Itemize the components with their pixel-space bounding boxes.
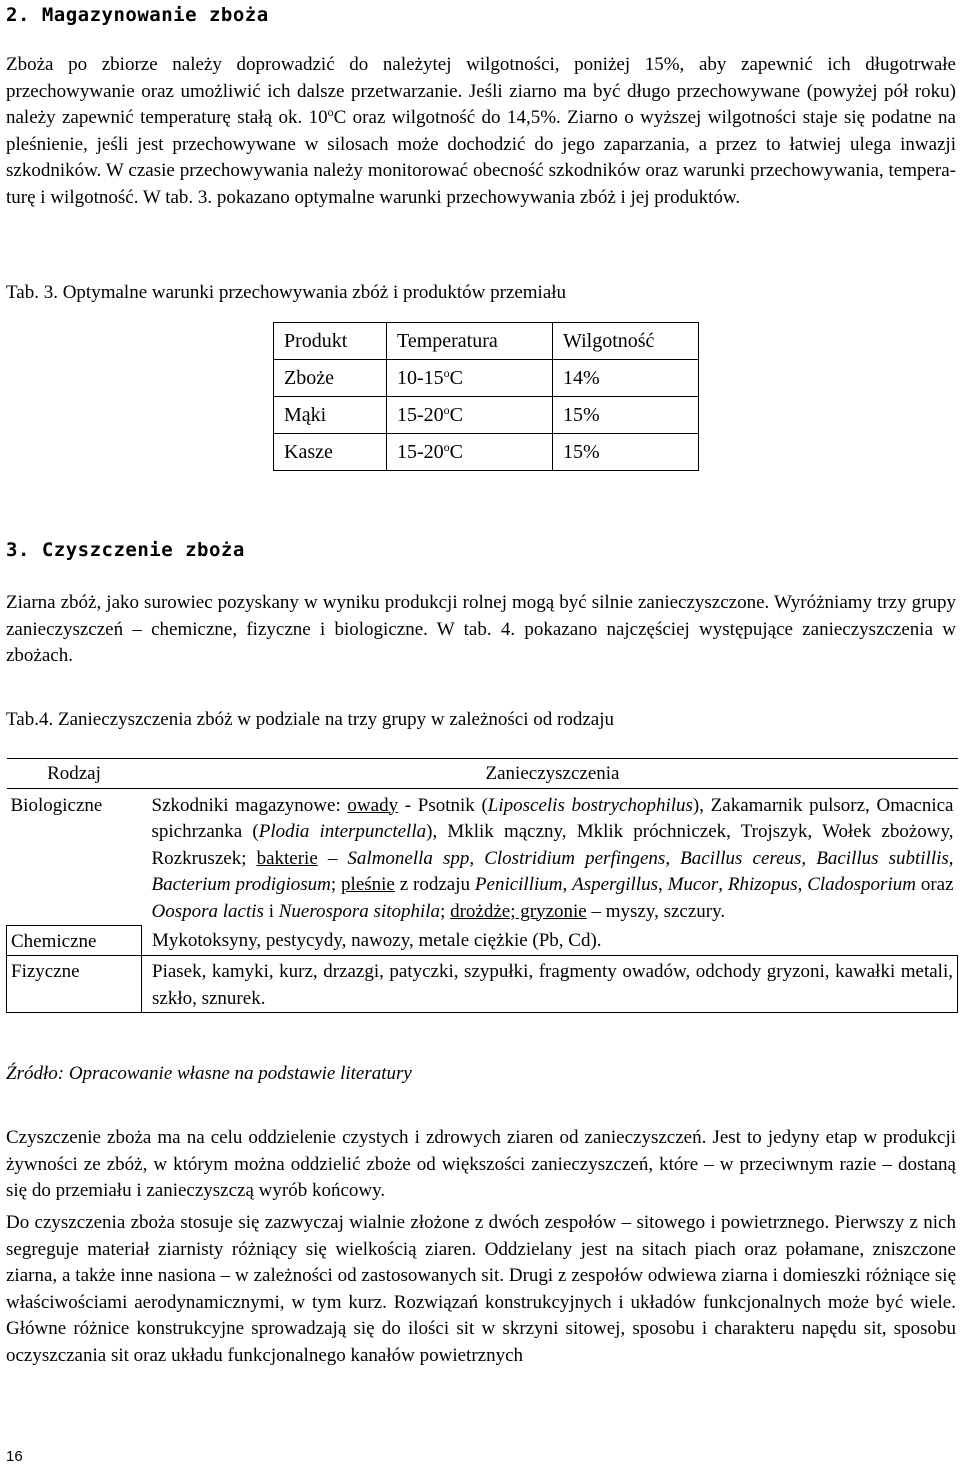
header-temperature: Temperatura [387,323,553,360]
text-fragment: , [665,847,681,869]
storage-conditions-table [273,322,699,471]
temp-unit: C [449,366,464,389]
text-fragment: Szkodniki magazynowe: [151,794,348,816]
species-name: Clostridium perfingens [484,847,666,869]
header-contaminants: Zanieczyszczenia [142,759,958,789]
text-fragment: , [948,847,954,869]
text-fragment: ), Mklik mączny, Mklik próchniczek, Trojszyk, Wołek zbożowy, Rozkruszek; [151,821,954,869]
table-row [274,360,699,397]
temp-unit: C [449,403,464,426]
species-name: Plodia interpunctella [258,821,427,842]
text-fragment: , [718,874,728,895]
species-name: Nuerospora sitophila [278,900,441,922]
physical-contaminants: Piasek, kamyki, kurz, drzazgi, patyczki, szypułki, fragmenty owadów, odchody gryzoni, kawałki metali, szkło, sznurek. [142,956,958,1013]
species-name: Salmonella spp [347,847,470,869]
table4-caption: Tab.4. Zanieczyszczenia zbóż w podziale na trzy grupy w zależności od rodzaju [6,709,614,730]
species-name: Mucor [667,874,719,895]
species-name: Bacterium prodigiosum [151,874,331,895]
table3-caption: Tab. 3. Optymalne warunki przechowywania zbóż i produktów przemiału [6,282,567,303]
cell-temperature [387,360,553,397]
cell-temperature [387,397,553,434]
table-row [7,788,958,925]
underlined-term: owady [347,794,399,816]
species-name: Bacillus cereus [680,847,802,869]
header-humidity: Wilgotność [553,323,699,360]
chemical-contaminants: Mykotoksyny, pestycydy, nawozy, metale ciężkie (Pb, Cd). [152,930,602,951]
temp-value: 10-15 [397,366,444,389]
text-fragment: ; [440,900,451,922]
text-fragment: z rodzaju [394,874,475,895]
storage-paragraph-part2: C oraz wilgotność do 14,5%. Ziarno o wyższej wilgotności staje się podatne na pleśnienie, jeśli jest przechowywane w silosach może dochodzić do jego zaparzania, a przez to łatwiej ulega inwazji szkodników. W czasie przechowywania należy monitorować obecność szkodników oraz warunki przechowywania, temperaturę i wilgotność. W tab. 3. pokazano optymalne warunki przechowywania zbóż i jej produktów. [6,107,956,208]
cell-product: Zboże [274,360,387,397]
header-type: Rodzaj [7,759,142,789]
text-fragment: , [801,847,817,869]
cell-humidity: 15% [553,434,699,471]
text-fragment: , [469,847,485,869]
storage-paragraph [6,52,956,211]
row-label-physical: Fizyczne [7,956,142,1013]
temp-unit: C [449,440,464,463]
species-name: Penicillium [474,874,563,895]
underlined-term: drożdże; gryzonie [450,900,587,922]
degree-symbol: o [443,402,450,417]
storage-paragraph-part1: Zboża po zbiorze należy doprowadzić do należytej wilgotności, poniżej 15%, aby zapewnić ich długotrwałe przechowywanie oraz umożliwić ich dalsze przetwarzanie. Jeśli ziarno ma być długo przechowywane (powyżej pół roku) należy zapewnić temperaturę stałą ok. 10 [6,54,956,128]
cell-temperature [387,434,553,471]
header-product: Produkt [274,323,387,360]
cell-product: Kasze [274,434,387,471]
text-fragment: i [263,900,279,922]
cleaning-equipment-paragraph: Do czyszczenia zboża stosuje się zazwyczaj wialnie złożone z dwóch zespołów – sitowego i powietrznego. Pierwszy z nich segreguje materiał ziarnisty różniący się wielkością ziaren. Oddzielany jest na sitach piach oraz połamane, zniszczone ziarna, a także inne nasiona – w zależności od zastosowanych sit. Drugi z zespołów odwiewa ziarna i domieszki różniące się właściwościami aerodynamicznymi, w tym kurz. Rozwiązań konstrukcyjnych i układów funkcjonalnych może być wiele. Główne różnice konstrukcyjne sprowadzają się do ilości sit w skrzyni sitowej, sposobu i charakteru napędu sit, sposobu oczyszczania sit oraz układu funkcjonalnego kanałów powietrznych [6,1212,956,1366]
contamination-paragraph: Ziarna zbóż, jako surowiec pozyskany w wyniku produkcji rolnej mogą być silnie zanieczyszczone. Wyróżniamy trzy grupy zanieczyszczeń – chemiczne, fizyczne i biologiczne. W tab. 4. pokazano najczęściej występujące zanieczyszczenia w zbożach. [6,592,956,666]
text-fragment: , [562,874,573,895]
table-source-note: Źródło: Opracowanie własne na podstawie literatury [6,1063,412,1084]
text-fragment: - Psotnik ( [398,794,488,816]
row-label-biological: Biologiczne [10,794,103,816]
text-fragment: – myszy, szczury. [586,900,726,922]
text-fragment: , [797,874,808,895]
cell-humidity: 15% [553,397,699,434]
text-fragment: , [657,874,668,895]
underlined-term: bakterie [256,847,318,869]
underlined-term: pleśnie [341,874,395,895]
cell-humidity: 14% [553,360,699,397]
text-fragment: oraz [915,874,954,895]
text-fragment: ; [330,874,342,895]
page-number: 16 [6,1448,23,1465]
cell-product: Mąki [274,397,387,434]
text-fragment: ), Zakamarnik pulsorz, Omacnica spichrzanka ( [151,794,954,842]
species-name: Oospora lactis [151,900,264,922]
text-fragment: – [317,847,348,869]
table-row [7,925,958,956]
table-header-row [274,323,699,360]
contaminants-table [6,758,958,1013]
species-name: Aspergillus [572,874,658,895]
species-name: Liposcelis bostrychophilus [487,794,693,816]
species-name: Rhizopus [727,874,798,895]
section-heading-storage: 2. Magazynowanie zboża [6,4,269,26]
cleaning-purpose-paragraph: Czyszczenie zboża ma na celu oddzielenie czystych i zdrowych ziaren od zanieczyszczeń. Jest to jedyny etap w produkcji żywności ze zbóż, w którym można oddzielić zboże od większości zanieczyszczeń, które – w przeciwnym razie – dostaną się do przemiału i zanieczyszczą wyrób końcowy. [6,1127,956,1201]
biological-contaminants [142,788,958,925]
table-row [7,956,958,1013]
table-row [274,397,699,434]
table-header-row [7,759,958,789]
row-label-chemical: Chemiczne [7,925,142,956]
species-name: Cladosporium [807,874,916,895]
temp-value: 15-20 [397,403,444,426]
table-row [274,434,699,471]
degree-symbol: o [443,439,450,454]
degree-symbol: o [327,105,334,119]
degree-symbol: o [443,365,450,380]
section-heading-cleaning: 3. Czyszczenie zboża [6,539,245,561]
temp-value: 15-20 [397,440,444,463]
species-name: Bacillus subtillis [816,847,949,869]
